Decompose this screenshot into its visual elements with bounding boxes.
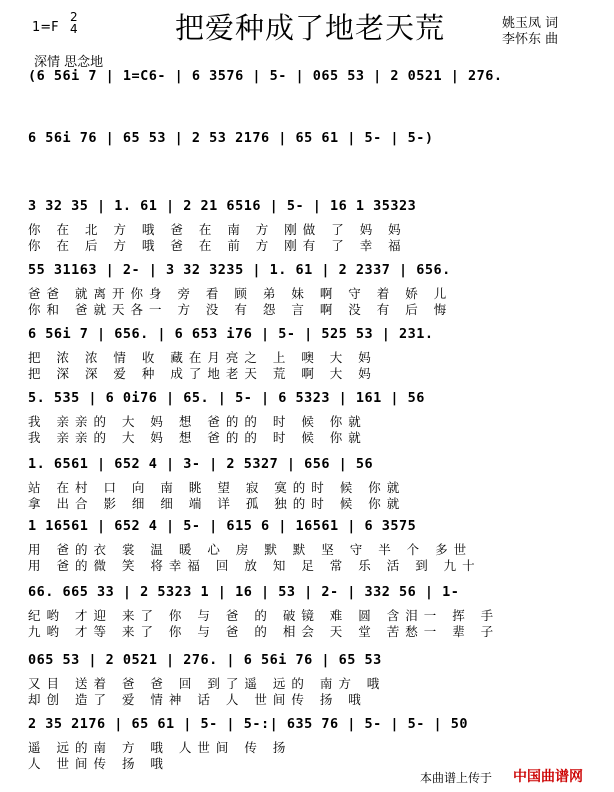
lyric-row: 我 亲亲的 大 妈 想 爸的的 时 候 你就 xyxy=(28,430,367,445)
key-signature: 1=F xyxy=(32,20,59,35)
score-line xyxy=(28,518,588,584)
score-line xyxy=(28,198,588,264)
composer-credit: 李怀东 曲 xyxy=(502,32,559,47)
lyric-row: 遥 远的南 方 哦 人世间 传 扬 xyxy=(28,740,292,755)
lyric-row: 拿 出合 影 细 细 端 详 孤 独的时 候 你就 xyxy=(28,496,406,511)
score-line xyxy=(28,390,588,456)
lyric-row: 爸爸 就离开你身 旁 看 顾 弟 妹 啊 守 着 娇 儿 xyxy=(28,286,453,301)
site-logo: 中国曲谱网 xyxy=(513,769,583,785)
notation-row: 2 35 2176 | 65 61 | 5- | 5-:| 635 76 | 5- | 5- | 50 xyxy=(28,716,469,732)
notation-row: (6 56i 7 | 1=C6- | 6 3576 | 5- | 065 53 | 2 0521 | 276. xyxy=(28,68,503,84)
lyric-row: 九哟 才等 来了 你 与 爸 的 相会 天 堂 苦愁一 辈 子 xyxy=(28,624,500,639)
lyric-row: 纪哟 才迎 来了 你 与 爸 的 破镜 难 圆 含泪一 挥 手 xyxy=(28,608,500,623)
notation-row: 6 56i 7 | 656. | 6 653 i76 | 5- | 525 53 | 231. xyxy=(28,326,434,342)
notation-row: 6 56i 76 | 65 53 | 2 53 2176 | 65 61 | 5- | 5-) xyxy=(28,130,434,146)
song-title: 把爱种成了地老天荒 xyxy=(175,11,446,45)
notation-row: 5. 535 | 6 0i76 | 65. | 5- | 6 5323 | 161 | 56 xyxy=(28,390,425,406)
lyric-row: 我 亲亲的 大 妈 想 爸的的 时 候 你就 xyxy=(28,414,367,429)
score-line xyxy=(28,262,588,328)
lyric-row: 用 爸的微 笑 将幸福 回 放 知 足 常 乐 活 到 九十 xyxy=(28,558,481,573)
score-line xyxy=(28,584,588,650)
score-line xyxy=(28,456,588,522)
notation-row: 1. 6561 | 652 4 | 3- | 2 5327 | 656 | 56 xyxy=(28,456,374,472)
score-line xyxy=(28,716,588,782)
lyric-row: 却创 造了 爱 情神 话 人 世间传 扬 哦 xyxy=(28,692,367,707)
lyric-row: 你和 爸就天各一 方 没 有 怨 言 啊 没 有 后 悔 xyxy=(28,302,453,317)
expression-mark: 深情 思念地 xyxy=(34,55,104,70)
notation-row: 3 32 35 | 1. 61 | 2 21 6516 | 5- | 16 1 35323 xyxy=(28,198,417,214)
footer-text: 本曲谱上传于 xyxy=(420,771,493,785)
lyric-row: 把 深 深 爱 种 成了地老天 荒 啊 大 妈 xyxy=(28,366,377,381)
lyric-row: 把 浓 浓 情 收 藏在月亮之 上 噢 大 妈 xyxy=(28,350,377,365)
lyric-row: 站 在村 口 向 南 眺 望 寂 寞的时 候 你就 xyxy=(28,480,406,495)
notation-row: 66. 665 33 | 2 5323 1 | 16 | 53 | 2- | 332 56 | 1- xyxy=(28,584,460,600)
time-top: 2 xyxy=(70,10,78,24)
lyric-row: 用 爸的衣 裳 温 暖 心 房 默 默 坚 守 半 个 多世 xyxy=(28,542,473,557)
score-line xyxy=(28,68,588,134)
time-bottom: 4 xyxy=(70,22,78,36)
lyricist-credit: 姚玉凤 词 xyxy=(502,16,559,31)
notation-row: 1 16561 | 652 4 | 5- | 615 6 | 16561 | 6 3575 xyxy=(28,518,417,534)
notation-row: 55 31163 | 2- | 3 32 3235 | 1. 61 | 2 2337 | 656. xyxy=(28,262,451,278)
lyric-row: 你 在 北 方 哦 爸 在 南 方 刚做 了 妈 妈 xyxy=(28,222,407,237)
score-line xyxy=(28,326,588,392)
lyric-row: 人 世间传 扬 哦 xyxy=(28,756,169,771)
score-line xyxy=(28,652,588,718)
notation-row: 065 53 | 2 0521 | 276. | 6 56i 76 | 65 53 xyxy=(28,652,382,668)
lyric-row: 又目 送着 爸 爸 回 到了遥 远的 南方 哦 xyxy=(28,676,386,691)
time-signature xyxy=(70,11,78,35)
score-line xyxy=(28,130,588,196)
lyric-row: 你 在 后 方 哦 爸 在 前 方 刚有 了 幸 福 xyxy=(28,238,407,253)
